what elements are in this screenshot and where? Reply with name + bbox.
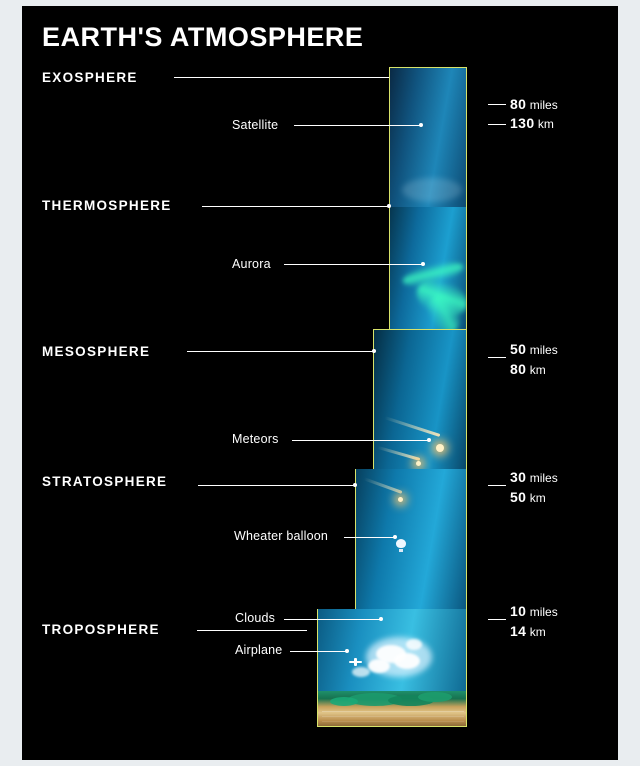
altitude-miles-value: 30 (510, 469, 527, 485)
atmosphere-poster: EARTH'S ATMOSPHERE EXOSPHERE THERMOSPHERE MESOSPHERE STRATOSPHERE TROPOSPHERE Satellite Aurora Meteors Wheater balloon Clouds Airplane 80 miles 130 km 50 miles 80 km 30 miles 50 km 10 miles 14 km (22, 6, 618, 760)
altitude-miles-value: 10 (510, 603, 527, 619)
layer-band-exosphere (389, 67, 467, 207)
layer-band-mesosphere (373, 329, 467, 469)
altitude-miles-value: 80 (510, 96, 527, 112)
altitude-miles-unit: miles (529, 98, 558, 112)
altitude-miles-value: 50 (510, 341, 527, 357)
altitude-km-unit: km (529, 363, 546, 377)
page-title: EARTH'S ATMOSPHERE (42, 22, 364, 52)
altitude-km-unit: km (529, 625, 546, 639)
weather-balloon-icon (395, 539, 407, 553)
altitude-miles-unit: miles (529, 343, 558, 357)
altitude-km-value: 80 (510, 361, 527, 377)
atmosphere-column (277, 61, 497, 731)
ground-surface (317, 691, 467, 727)
meteor-head-2 (416, 461, 421, 466)
layer-band-troposphere (317, 609, 467, 691)
altitude-km-value: 14 (510, 623, 527, 639)
layer-band-thermosphere (389, 207, 467, 329)
altitude-miles-unit: miles (529, 605, 558, 619)
altitude-miles-unit: miles (529, 471, 558, 485)
meteor-head-3 (398, 497, 403, 502)
meteor-trail-1 (384, 416, 440, 436)
meteor-trail-3 (364, 477, 402, 493)
altitude-km-unit: km (537, 117, 554, 131)
layer-band-stratosphere (355, 469, 467, 609)
altitude-km-value: 130 (510, 115, 535, 131)
altitude-km-value: 50 (510, 489, 527, 505)
meteor-head-1 (436, 444, 444, 452)
altitude-km-unit: km (529, 491, 546, 505)
meteor-trail-2 (377, 446, 420, 461)
airplane-icon (349, 657, 362, 666)
